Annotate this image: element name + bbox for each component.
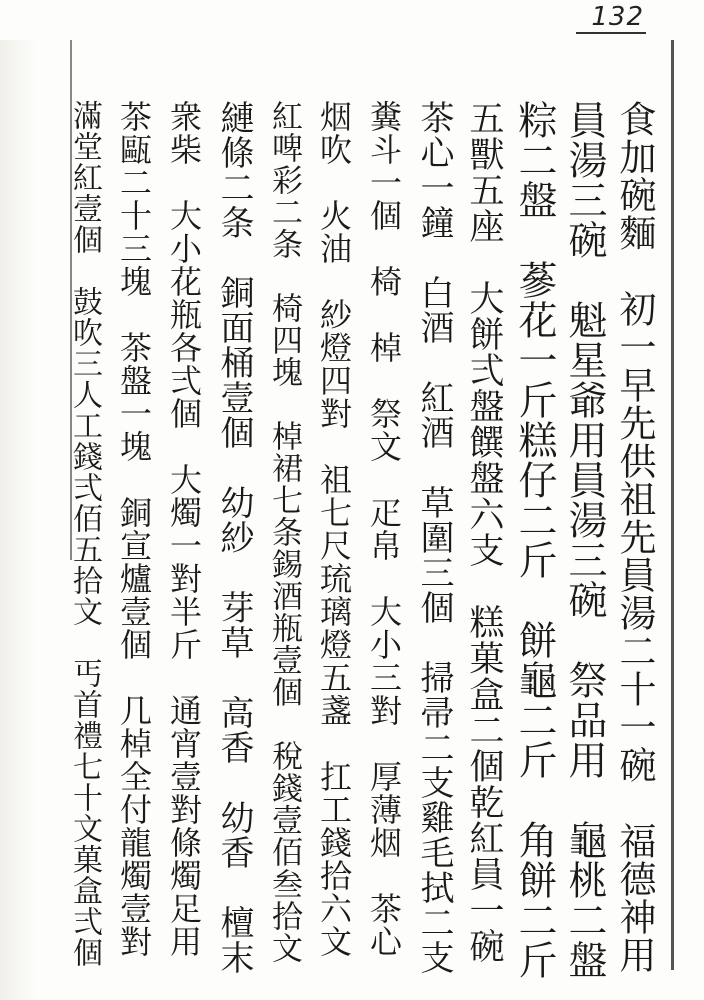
- text-column-2: 員湯三碗 魁星爺用員湯三碗 祭品用 龜桃二盤: [562, 100, 607, 980]
- text-column-8: 紅啤彩二条 椅四塊 棹裙七条錫酒瓶壹個 稅錢壹佰叁拾文: [266, 100, 302, 964]
- text-column-1: 食加碗麵 初一早先供祖先員湯二十一碗 福德神用: [613, 100, 656, 974]
- text-column-4: 五獸五座 大餅弍盤饌盤六支 糕菓盒二個乾紅員一碗: [464, 100, 504, 964]
- text-column-6: 糞斗一個 椅 棹 祭文 疋帛 大小三對 厚薄烟 茶心: [365, 100, 403, 958]
- text-column-9: 縺條二条 銅面桶壹個 幼紗 芽草 高香 幼香 檀末: [214, 100, 254, 975]
- text-column-12: 滿堂紅壹個 鼓吹三人工錢弍佰五拾文 丐首禮七十文菓盒弍個: [67, 100, 102, 968]
- right-border-line: [671, 40, 674, 970]
- text-column-10: 衆柴 大小花瓶各弍個 大燭一對半斤 通宵壹對條燭足用: [165, 100, 203, 958]
- page-number: 132: [591, 2, 644, 32]
- page-shadow: [0, 40, 36, 1000]
- text-column-7: 烟吹 火油 紗燈四對 祖七尺琉璃燈五盞 扛工錢拾六文: [315, 100, 353, 958]
- text-column-11: 茶甌二十三塊 茶盤一塊 銅宣爐壹個 几棹全付龍燭壹對: [115, 100, 153, 958]
- text-column-5: 茶心一鐘 白酒 紅酒 草圍三個 掃帚二支雞毛拭二支: [414, 100, 454, 975]
- page-number-underline: [576, 32, 646, 34]
- text-column-3: 粽二盤 蔘花一斤糕仔二斤 餅龜二斤 角餅二斤: [512, 100, 557, 980]
